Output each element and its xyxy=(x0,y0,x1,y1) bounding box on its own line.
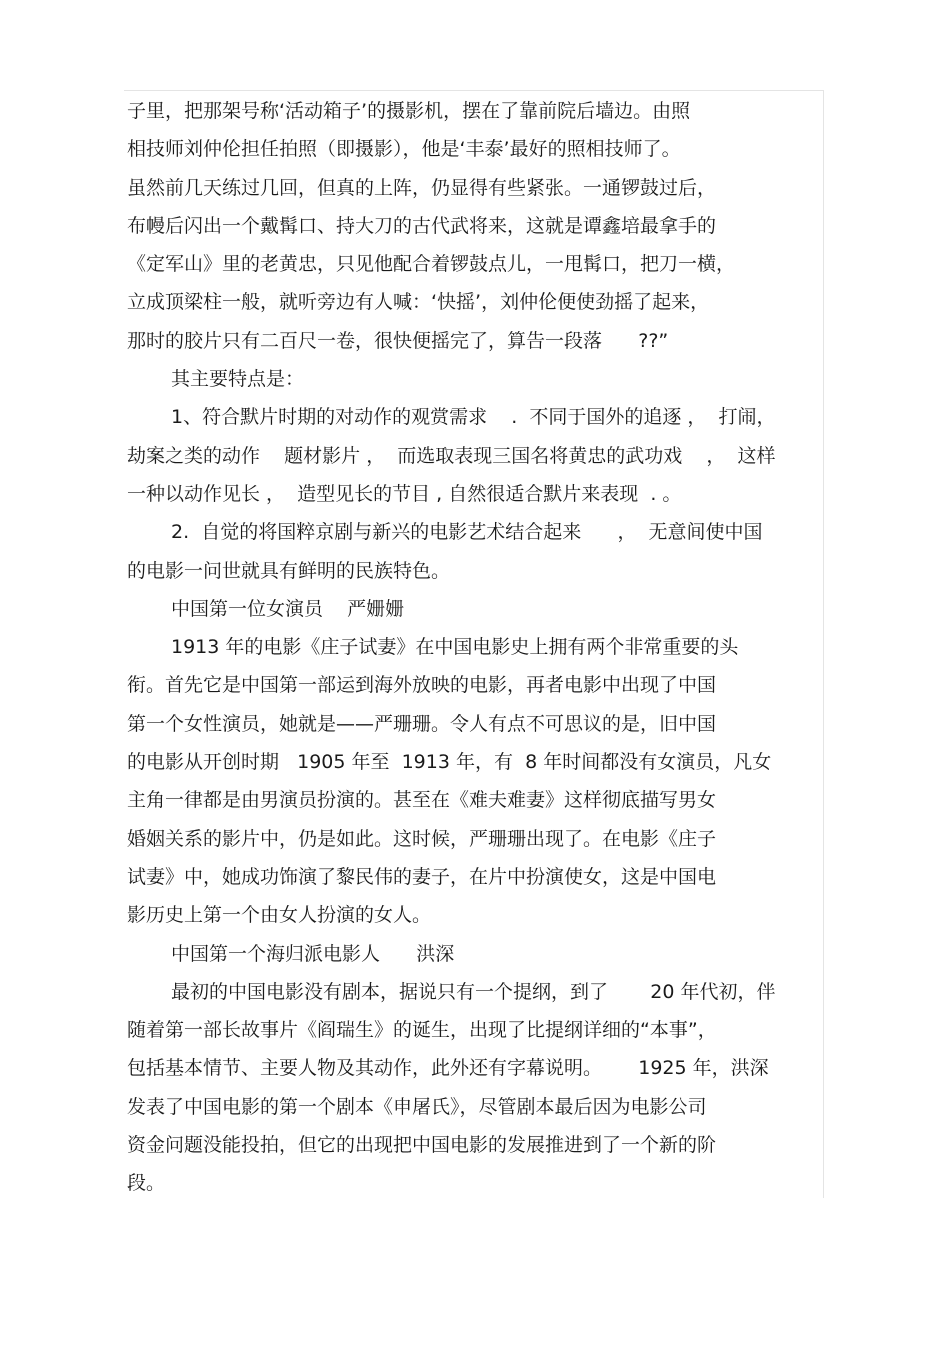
text-line: 段。 xyxy=(127,1172,166,1195)
text-line: 立成顶梁柱一般，就听旁边有人喊：‘快摇’，刘仲伦便使劲摇了起来， xyxy=(127,291,710,314)
text-line: 1913 年的电影《庄子试妻》在中国电影史上拥有两个非常重要的头 xyxy=(171,636,739,659)
text-line: 影历史上第一个由女人扮演的女人。 xyxy=(127,904,432,927)
text-line: 随着第一部长故事片《阎瑞生》的诞生，出现了比提纲详细的“本事”， xyxy=(127,1019,717,1042)
text-line: 布幔后闪出一个戴髯口、持大刀的古代武将来，这就是谭鑫培最拿手的 xyxy=(127,214,717,237)
text-line: 中国第一位女演员 严姗姗 xyxy=(171,597,405,620)
text-line: 的电影一问世就具有鲜明的民族特色。 xyxy=(127,559,451,582)
text-line: 《定军山》里的老黄忠，只见他配合着锣鼓点儿，一甩髯口，把刀一横， xyxy=(127,253,736,276)
text-line: 主角一律都是由男演员扮演的。甚至在《难夫难妻》这样彻底描写男女 xyxy=(127,789,717,812)
text-line: 1、符合默片时期的对动作的观赏需求 . 不同于国外的追逐 ， 打闹， xyxy=(171,406,776,429)
text-line: 那时的胶片只有二百尺一卷，很快便摇完了，算告一段落 ??” xyxy=(127,329,669,352)
text-line: 劫案之类的动作 题材影片 ， 而选取表现三国名将黄忠的武功戏 ， 这样 xyxy=(127,444,776,467)
text-line: 子里，把那架号称‘活动箱子’的摄影机，摆在了靠前院后墙边。由照 xyxy=(127,100,691,122)
text-line: 第一个女性演员，她就是——严珊珊。令人有点不可思议的是，旧中国 xyxy=(127,712,717,735)
text-line: 资金问题没能投拍，但它的出现把中国电影的发展推进到了一个新的阶 xyxy=(127,1134,717,1157)
text-line: 发表了中国电影的第一个剧本《申屠氏》，尽管剧本最后因为电影公司 xyxy=(127,1095,707,1118)
text-line: 的电影从开创时期 1905 年至 1913 年，有 8 年时间都没有女演员，凡女 xyxy=(127,751,772,774)
text-line: 中国第一个海归派电影人 洪深 xyxy=(171,942,455,965)
text-line: 一种以动作见长 ， 造型见长的节目 , 自然很适合默片来表现 . 。 xyxy=(127,482,682,505)
text-line: 2. 自觉的将国粹京剧与新兴的电影艺术结合起来 ， 无意间使中国 xyxy=(171,521,763,544)
text-line: 虽然前几天练过几回，但真的上阵，仍显得有些紧张。一通锣鼓过后， xyxy=(127,176,717,199)
text-line: 相技师刘仲伦担任拍照（即摄影），他是‘丰泰’最好的照相技师了。 xyxy=(127,138,681,161)
text-line: 最初的中国电影没有剧本，据说只有一个提纲，到了 20 年代初，伴 xyxy=(171,980,776,1003)
text-line: 包括基本情节、主要人物及其动作，此外还有字幕说明。 1925 年，洪深 xyxy=(127,1057,769,1080)
text-line: 衔。首先它是中国第一部运到海外放映的电影，再者电影中出现了中国 xyxy=(127,674,717,697)
text-line: 试妻》中，她成功饰演了黎民伟的妻子，在片中扮演使女，这是中国电 xyxy=(127,865,717,888)
text-line: 婚姻关系的影片中，仍是如此。这时候，严珊珊出现了。在电影《庄子 xyxy=(127,827,717,850)
document-body xyxy=(127,92,827,1203)
text-line: 其主要特点是： xyxy=(171,368,305,391)
